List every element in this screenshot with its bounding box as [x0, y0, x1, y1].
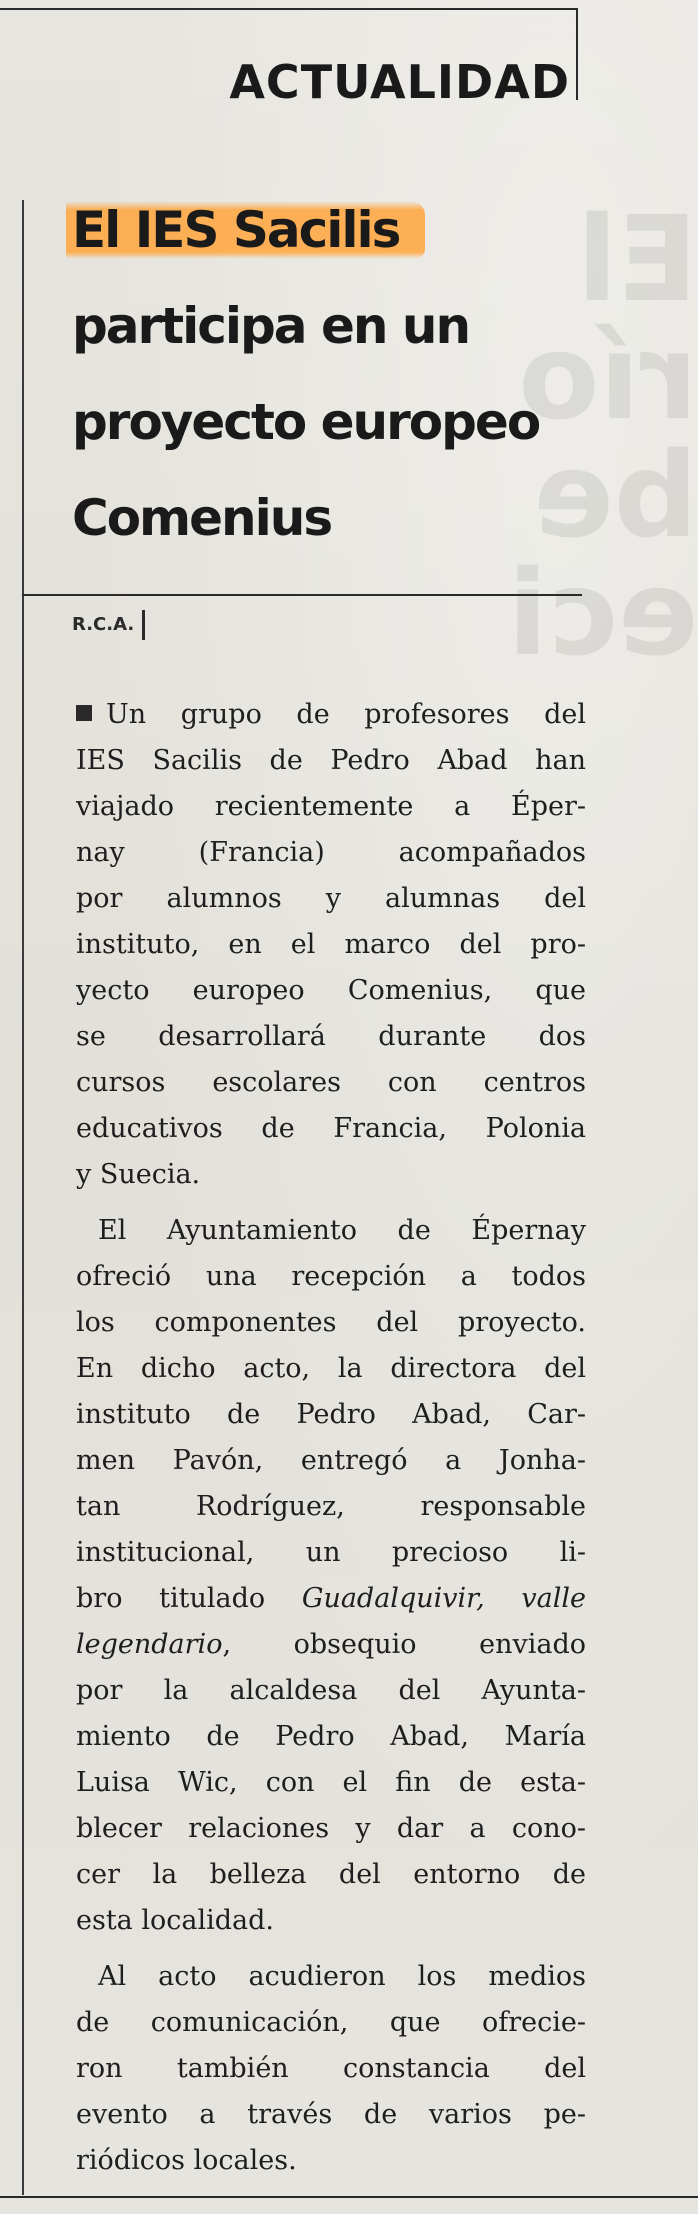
text-line: Luisa Wic, con el fin de esta- — [76, 1767, 586, 1798]
headline-line-2: proyecto europeo — [72, 393, 540, 451]
text-line: cursos escolares con centros — [76, 1067, 586, 1098]
text-line: ron también constancia del — [76, 2053, 586, 2084]
headline-divider — [22, 594, 582, 596]
left-column-rule — [22, 200, 24, 2195]
text-line: instituto, en el marco del pro- — [76, 929, 586, 960]
byline: R.C.A. — [72, 610, 145, 640]
text-line: por alumnos y alumnas del — [76, 883, 586, 914]
headline-line-3: Comenius — [72, 489, 332, 547]
text-line: miento de Pedro Abad, María — [76, 1721, 586, 1752]
text-line: esta localidad. — [76, 1905, 274, 1936]
text-line: cer la belleza del entorno de — [76, 1859, 586, 1890]
book-title-part-2: legendario — [76, 1629, 223, 1660]
text-line: viajado recientemente a Éper- — [76, 791, 586, 822]
top-rule — [0, 8, 578, 10]
text-line: tan Rodríguez, responsable — [76, 1491, 586, 1522]
text-line: evento a través de varios pe- — [76, 2099, 586, 2130]
text-line: se desarrollará durante dos — [76, 1021, 586, 1052]
text-line: riódicos locales. — [76, 2145, 297, 2176]
text-line: institucional, un precioso li- — [76, 1537, 586, 1568]
headline-line-1: participa en un — [72, 297, 470, 355]
text-line: y Suecia. — [76, 1159, 201, 1190]
article-body — [76, 692, 586, 2184]
text-line: los componentes del proyecto. — [76, 1307, 586, 1338]
text-line: ofreció una recepción a todos — [76, 1261, 586, 1292]
text-line: educativos de Francia, Polonia — [76, 1113, 586, 1144]
text-line: El Ayuntamiento de Épernay — [98, 1215, 586, 1246]
text-line: nay (Francia) acompañados — [76, 837, 586, 868]
reverse-side-bleed: El río be eci — [507, 190, 698, 682]
paragraph-marker-icon — [76, 705, 92, 721]
paragraph-2 — [76, 1208, 586, 1944]
paragraph-1 — [76, 692, 586, 1198]
paragraph-3 — [76, 1954, 586, 2184]
text-line: En dicho acto, la directora del — [76, 1353, 586, 1384]
bottom-rule — [0, 2196, 698, 2198]
text-line: por la alcaldesa del Ayunta- — [76, 1675, 586, 1706]
headline-highlight: El IES Sacilis — [66, 201, 425, 259]
section-label: ACTUALIDAD — [229, 55, 570, 109]
text-line: men Pavón, entregó a Jonha- — [76, 1445, 586, 1476]
text-line: yecto europeo Comenius, que — [76, 975, 586, 1006]
top-right-rule — [576, 8, 578, 100]
text-line: , obsequio enviado — [222, 1629, 586, 1660]
book-title-part-1: Guadalquivir, valle — [301, 1583, 586, 1614]
text-line: IES Sacilis de Pedro Abad han — [76, 745, 586, 776]
headline — [72, 182, 592, 566]
text-line: bro titulado — [76, 1583, 266, 1614]
text-line: de comunicación, que ofrecie- — [76, 2007, 586, 2038]
text-line: blecer relaciones y dar a cono- — [76, 1813, 586, 1844]
text-line: Un grupo de profesores del — [106, 699, 586, 730]
text-line: instituto de Pedro Abad, Car- — [76, 1399, 586, 1430]
text-line: Al acto acudieron los medios — [98, 1961, 586, 1992]
